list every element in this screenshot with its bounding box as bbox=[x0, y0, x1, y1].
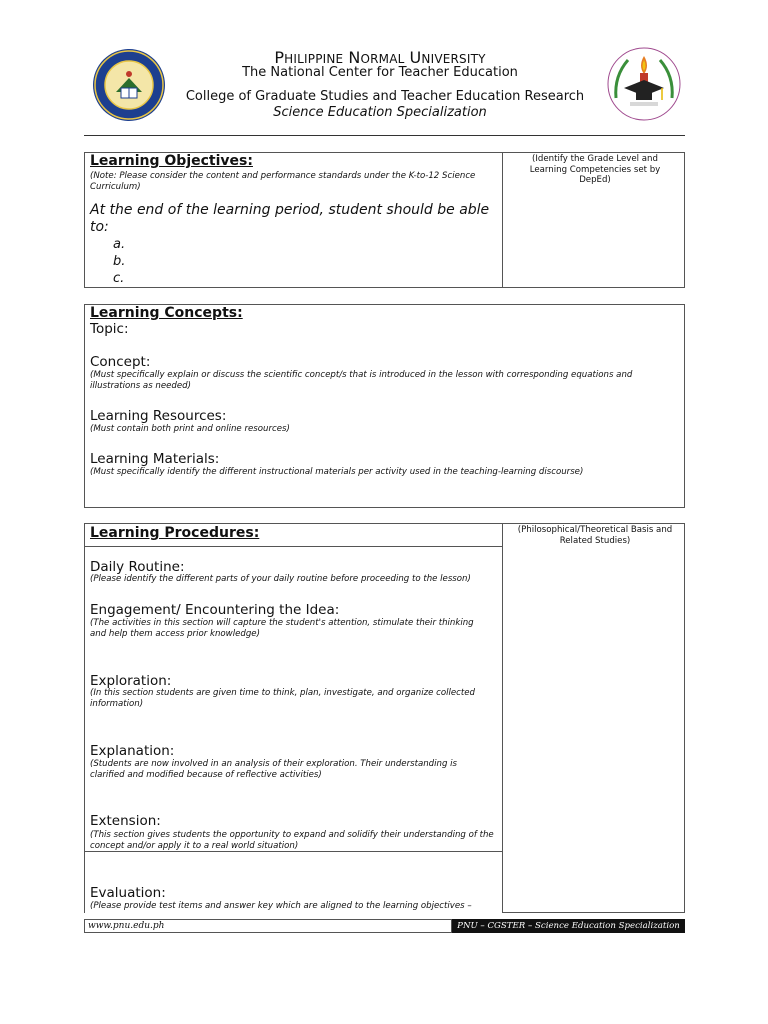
specialization: Science Education Specialization bbox=[273, 105, 487, 120]
resources-label: Learning Resources: bbox=[90, 408, 227, 424]
objectives-divider bbox=[502, 152, 503, 288]
resources-note: (Must contain both print and online resources) bbox=[90, 424, 290, 434]
objective-item: b. bbox=[113, 254, 126, 269]
objectives-note: (Note: Please consider the content and performance standards under the K-to-12 Science Curriculum) bbox=[90, 171, 476, 192]
exploration-note: (In this section students are given time to think, plan, investigate, and organize collected information) bbox=[90, 688, 475, 709]
pnu-seal-icon bbox=[92, 48, 166, 122]
procedures-side-note: (Philosophical/Theoretical Basis and Related Studies) bbox=[517, 525, 673, 546]
daily-routine-label: Daily Routine: bbox=[90, 559, 185, 575]
procedures-title-rule bbox=[84, 546, 502, 547]
evaluation-label: Evaluation: bbox=[90, 885, 166, 901]
objectives-list bbox=[113, 236, 125, 287]
procedures-divider bbox=[502, 523, 503, 913]
header-divider bbox=[84, 135, 685, 136]
procedures-side-bottom bbox=[502, 912, 685, 913]
engagement-note: (The activities in this section will capture the student's attention, stimulate their thinking and help them access prior knowledge) bbox=[90, 618, 474, 639]
exploration-label: Exploration: bbox=[90, 673, 172, 689]
topic-label: Topic: bbox=[90, 321, 129, 337]
evaluation-note: (Please provide test items and answer key which are aligned to the learning objectives – bbox=[90, 901, 472, 911]
concept-note: (Must specifically explain or discuss the scientific concept/s that is introduced in the lesson with corresponding equations and illustrations as needed) bbox=[90, 370, 633, 391]
extension-label: Extension: bbox=[90, 813, 161, 829]
objectives-side-note: (Identify the Grade Level and Learning Competencies set by DepEd) bbox=[529, 154, 661, 185]
daily-routine-note: (Please identify the different parts of your daily routine before proceeding to the lesson) bbox=[90, 574, 471, 584]
objective-item: a. bbox=[113, 237, 126, 252]
university-subtitle: The National Center for Teacher Education bbox=[242, 65, 518, 80]
engagement-label: Engagement/ Encountering the Idea: bbox=[90, 602, 340, 618]
procedures-page-break bbox=[84, 851, 502, 852]
extension-note: (This section gives students the opportunity to expand and solidify their understanding of the concept and/or apply it to a real world situation) bbox=[90, 830, 494, 851]
objectives-title: Learning Objectives: bbox=[90, 153, 253, 169]
concepts-title: Learning Concepts: bbox=[90, 305, 243, 321]
footer-label: PNU – CGSTER – Science Education Specialization bbox=[452, 919, 685, 933]
university-name: PHILIPPINE NORMAL UNIVERSITY bbox=[274, 48, 486, 67]
concept-label: Concept: bbox=[90, 354, 151, 370]
footer-website[interactable]: www.pnu.edu.ph bbox=[84, 919, 452, 933]
procedures-title: Learning Procedures: bbox=[90, 525, 260, 541]
college-name: College of Graduate Studies and Teacher Education Research bbox=[185, 89, 585, 104]
objectives-lead: At the end of the learning period, student should be able to: bbox=[90, 202, 490, 235]
explanation-note: (Students are now involved in an analysis of their exploration. Their understanding is clarified and modified because of reflective activities) bbox=[90, 759, 458, 780]
objective-item: c. bbox=[113, 271, 125, 286]
explanation-label: Explanation: bbox=[90, 743, 175, 759]
materials-note: (Must specifically identify the different instructional materials per activity used in the teaching-learning discourse) bbox=[90, 467, 584, 477]
materials-label: Learning Materials: bbox=[90, 451, 220, 467]
college-seal-icon bbox=[606, 46, 682, 122]
